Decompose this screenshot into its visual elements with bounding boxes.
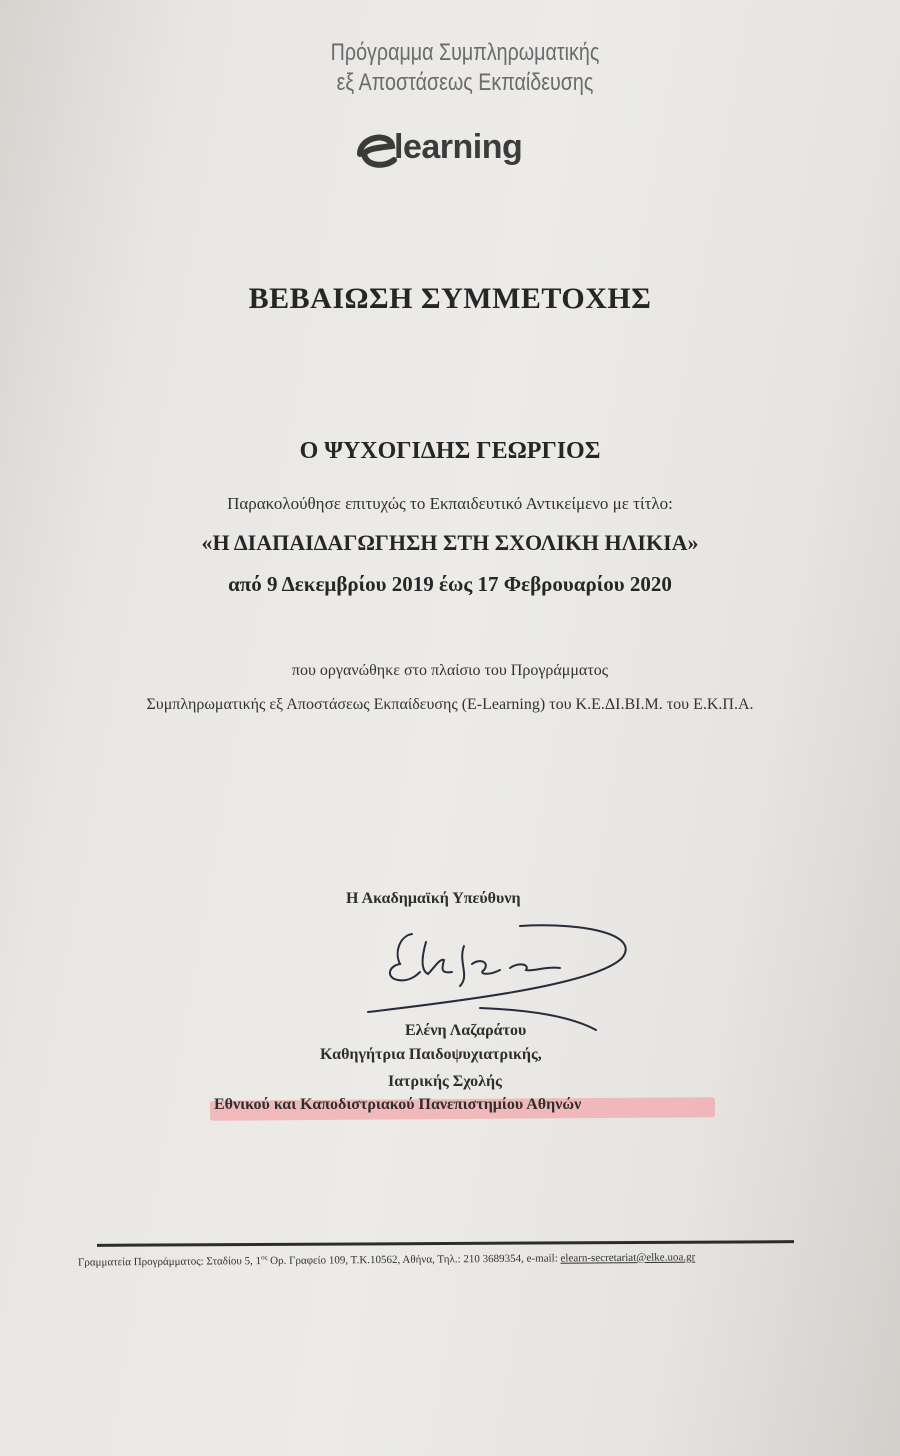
organized-text-line2: Συμπληρωματικής εξ Αποστάσεως Εκπαίδευσης (E-Learning) του Κ.Ε.ΔΙ.ΒΙ.Μ. του Ε.Κ.Π.Α. [146,696,754,713]
signatory-name: Ελένη Λαζαράτου [405,1022,527,1039]
program-name-line2: εξ Αποστάσεως Εκπαίδευσης [336,69,594,96]
organized-text-line1: που οργανώθηκε στο πλαίσιο του Προγράμματος [291,662,609,679]
footer-address-part2: Ορ. Γραφείο 109, Τ.Κ.10562, Αθήνα, Τηλ.: 210 3689354, e-mail: [267,1252,561,1268]
program-header [300,38,630,98]
program-name-line1: Πρόγραμμα Συμπληρωματικής [330,39,600,66]
logo-wordmark: learning [394,128,523,166]
footer-email-link[interactable]: elearn-secretariat@elke.uoa.gr [560,1251,696,1265]
signatory-title: Καθηγήτρια Παιδοψυχιατρικής, [320,1046,542,1063]
elearning-logo [360,118,560,178]
footer-ordinal: ος [261,1253,268,1262]
attended-text: Παρακολούθησε επιτυχώς το Εκπαιδευτικό Αντικείμενο με τίτλο: [227,494,673,513]
course-title: «Η ΔΙΑΠΑΙΔΑΓΩΓΗΣΗ ΣΤΗ ΣΧΟΛΙΚΗ ΗΛΙΚΙΑ» [201,530,699,555]
certificate-title: ΒΕΒΑΙΩΣΗ ΣΥΜΜΕΤΟΧΗΣ [248,282,652,315]
recipient-name: Ο ΨΥΧΟΓΙΔΗΣ ΓΕΩΡΓΙΟΣ [299,438,601,464]
course-dates: από 9 Δεκεμβρίου 2019 έως 17 Φεβρουαρίου 2020 [228,572,672,596]
footer-address-part1: Γραμματεία Προγράμματος: Σταδίου 5, 1 [77,1255,262,1269]
footer-divider [97,1240,794,1247]
handwritten-signature [360,912,650,1032]
signatory-university: Εθνικού και Καποδιστριακού Πανεπιστημίου Αθηνών [214,1096,582,1113]
signatory-school: Ιατρικής Σχολής [388,1073,502,1090]
footer-contact [78,1250,695,1269]
signatory-role: Η Ακαδημαϊκή Υπεύθυνη [346,890,521,907]
